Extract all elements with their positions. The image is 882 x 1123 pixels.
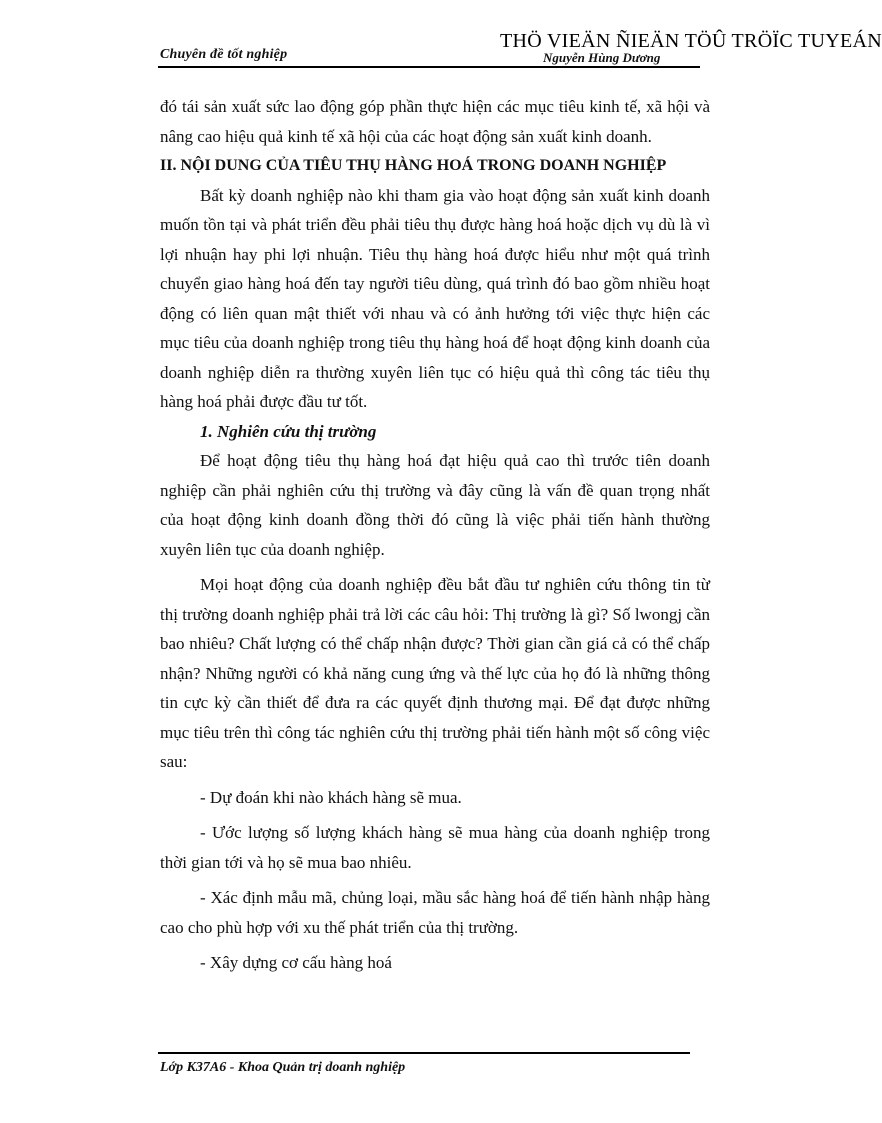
paragraph-2: Để hoạt động tiêu thụ hàng hoá đạt hiệu quả cao thì trước tiên doanh nghiệp cần phải nghiên cứu thị trường và đây cũng là vấn đề quan trọng nhất của hoạt động kinh doanh đồng thời đó cũng là việc phải tiến hành thường xuyên liên tục của doanh nghiệp.	[160, 451, 710, 559]
paragraph-1: Bất kỳ doanh nghiệp nào khi tham gia vào hoạt động sản xuất kinh doanh muốn tồn tại và phát triển đều phải tiêu thụ được hàng hoá hoặc dịch vụ dù là vì lợi nhuận hay phi lợi nhuận. Tiêu thụ hàng hoá được hiểu như một quá trình chuyển giao hàng hoá đến tay người tiêu dùng, quá trình đó bao gồm nhiều hoạt động có liên quan mật thiết với nhau và có ảnh hưởng tới việc thực hiện các mục tiêu của doanh nghiệp trong tiêu thụ hàng hoá để hoạt động kinh doanh của doanh nghiệp diễn ra thường xuyên liên tục có hiệu quả thì công tác tiêu thụ hàng hoá phải được đầu tư tốt.	[160, 185, 710, 411]
page-body	[160, 92, 710, 978]
list-item: - Dự đoán khi nào khách hàng sẽ mua.	[200, 787, 462, 807]
list-item: - Xác định mẫu mã, chủng loại, mầu sắc hàng hoá để tiến hành nhập hàng cao cho phù hợp với xu thế phát triển của thị trường.	[160, 888, 710, 937]
list-item: - Ước lượng số lượng khách hàng sẽ mua hàng của doanh nghiệp trong thời gian tới và họ sẽ mua bao nhiêu.	[160, 823, 710, 872]
header-author: Nguyễn Hùng Dương	[543, 50, 661, 65]
list-item: - Xây dựng cơ cấu hàng hoá	[200, 953, 392, 972]
header-document-title: Chuyên đề tốt nghiệp	[160, 47, 288, 62]
paragraph-3: Mọi hoạt động của doanh nghiệp đều bắt đầu tư nghiên cứu thông tin từ thị trường doanh nghiệp phải trả lời các câu hỏi: Thị trường là gì? Số lwongj cần bao nhiêu? Chất lượng có thể chấp nhận được? Thời gian cần giá cả có thể chấp nhận? Những người có khả năng cung ứng và thế lực của họ đó là những thông tin cực kỳ cần thiết để đưa ra các quyết định thương mại. Để đạt được những mục tiêu trên thì công tác nghiên cứu thị trường phải tiến hành một số công việc sau:	[160, 575, 710, 771]
library-watermark: THÖ VIEÄN ÑIEÄN TÖÛ TRÖÏC TUYEÁN	[500, 30, 882, 52]
subsection-heading: 1. Nghiên cứu thị trường	[200, 421, 377, 441]
footer-rule	[158, 1052, 690, 1054]
section-heading: II. NỘI DUNG CỦA TIÊU THỤ HÀNG HOÁ TRONG DOANH NGHIỆP	[160, 157, 667, 174]
paragraph-intro: đó tái sản xuất sức lao động góp phần thực hiện các mục tiêu kinh tế, xã hội và nâng cao hiệu quả kinh tế xã hội của các hoạt động sản xuất kinh doanh.	[160, 97, 710, 146]
footer-class-info: Lớp K37A6 - Khoa Quản trị doanh nghiệp	[160, 1060, 406, 1075]
header-rule	[158, 66, 700, 68]
